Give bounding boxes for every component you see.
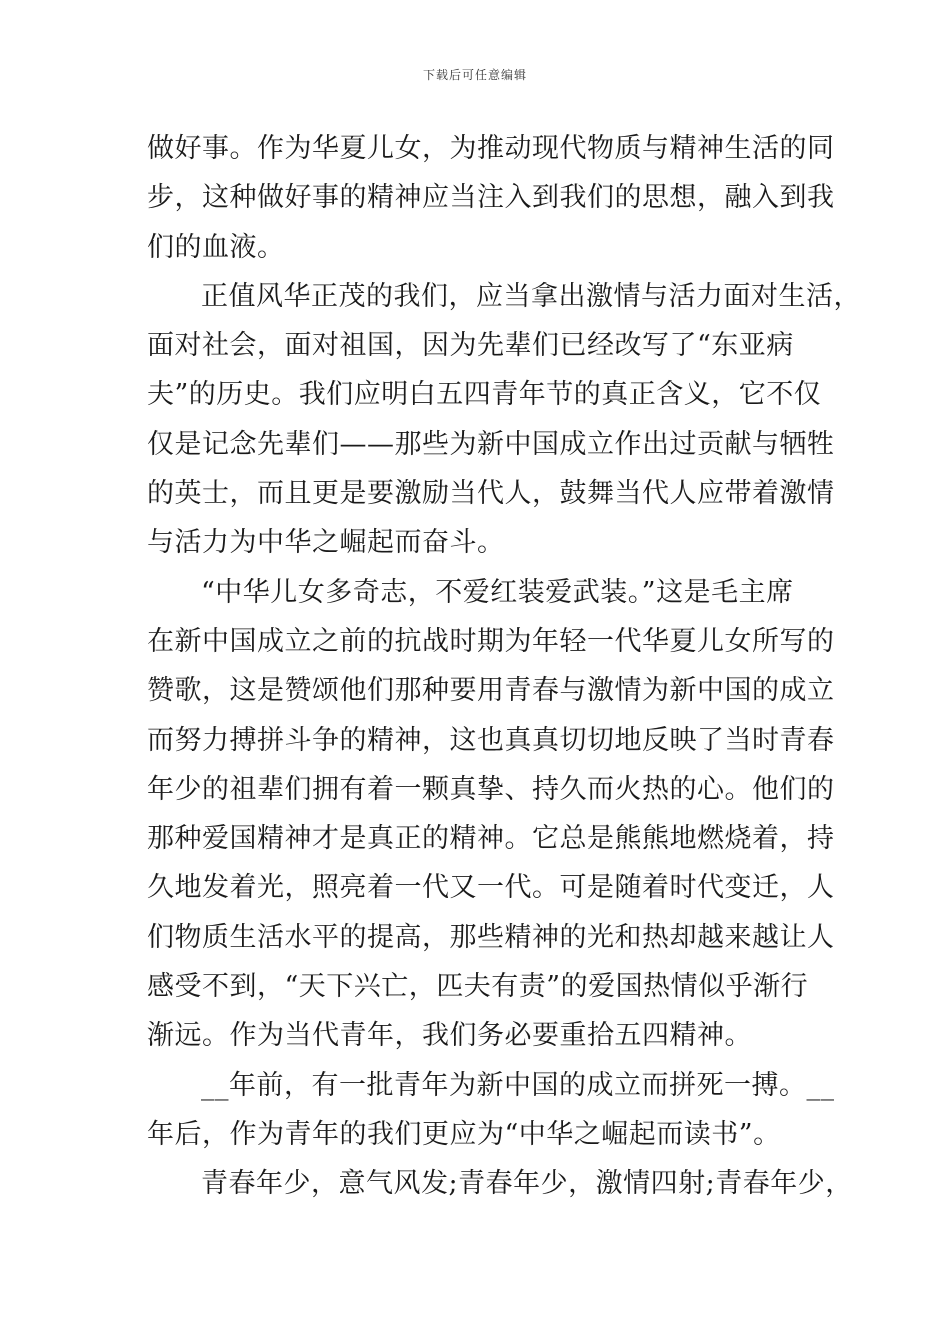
text-line: 青春年少，意气风发;青春年少，激情四射;青春年少， [201, 1168, 853, 1200]
text-line: 那种爱国精神才是真正的精神。它总是熊熊地燃烧着，持 [147, 823, 835, 855]
page-header: 下载后可任意编辑 [422, 68, 527, 82]
text-line: 与活力为中华之崛起而奋斗。 [147, 527, 505, 559]
text-line: 正值风华正茂的我们，应当拿出激情与活力面对生活， [201, 280, 861, 312]
paragraph [147, 568, 835, 1061]
text-line: 夫”的历史。我们应明白五四青年节的真正含义，它不仅 [147, 379, 822, 411]
document-body [147, 124, 861, 1209]
text-line: 步，这种做好事的精神应当注入到我们的思想，融入到我 [147, 182, 835, 214]
text-line: 在新中国成立之前的抗战时期为年轻一代华夏儿女所写的 [147, 625, 835, 657]
text-line: 的英士，而且更是要激励当代人，鼓舞当代人应带着激情 [147, 478, 835, 510]
paragraph [147, 124, 835, 272]
text-line: 们的血液。 [147, 231, 285, 263]
paragraph [147, 1159, 853, 1208]
text-line: 面对社会，面对祖国，因为先辈们已经改写了“东亚病 [147, 330, 794, 362]
text-line: 渐远。作为当代青年，我们务必要重拾五四精神。 [147, 1020, 752, 1052]
text-line: 年后，作为青年的我们更应为“中华之崛起而读书”。 [147, 1118, 781, 1150]
paragraph [147, 272, 861, 568]
text-line: “中华儿女多奇志，不爱红装爱武装。”这是毛主席 [201, 576, 794, 608]
text-line: 久地发着光，照亮着一代又一代。可是随着时代变迁，人 [147, 872, 835, 904]
text-line: 仅是记念先辈们——那些为新中国成立作出过贡献与牺牲 [147, 428, 835, 460]
text-line: 赞歌，这是赞颂他们那种要用青春与激情为新中国的成立 [147, 675, 835, 707]
paragraph [147, 1061, 835, 1160]
text-line: 感受不到，“天下兴亡，匹夫有责”的爱国热情似乎渐行 [147, 971, 809, 1003]
text-line: __年前，有一批青年为新中国的成立而拼死一搏。__ [201, 1069, 835, 1101]
text-line: 做好事。作为华夏儿女，为推动现代物质与精神生活的同 [147, 133, 835, 164]
text-line: 年少的祖辈们拥有着一颗真挚、持久而火热的心。他们的 [147, 773, 835, 805]
text-line: 而努力搏拼斗争的精神，这也真真切切地反映了当时青春 [147, 724, 835, 756]
text-line: 们物质生活水平的提高，那些精神的光和热却越来越让人 [147, 921, 835, 953]
